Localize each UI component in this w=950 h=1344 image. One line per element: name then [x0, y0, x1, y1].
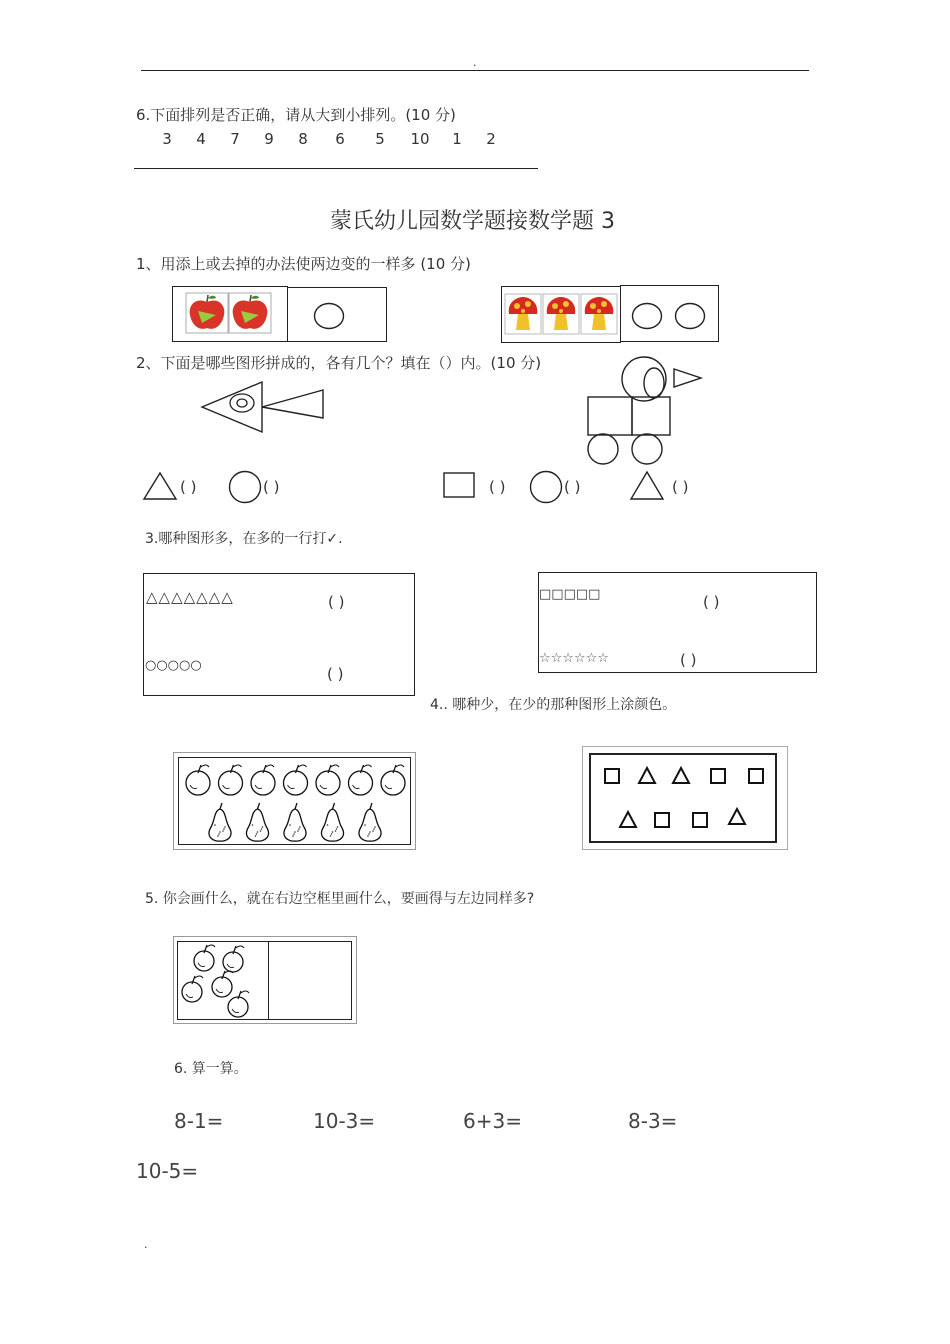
q3-right-row1: □□□□□	[539, 587, 601, 602]
answer-paren[interactable]: ( )	[489, 478, 506, 496]
footer-dot: .	[144, 1238, 148, 1251]
apple-icon	[381, 765, 405, 795]
seq-number: 6	[335, 130, 345, 148]
seq-number: 5	[375, 130, 385, 148]
equation[interactable]: 8-1=	[174, 1109, 224, 1133]
seq-number: 10	[410, 130, 430, 148]
square-icon	[711, 769, 725, 783]
header-dot: .	[473, 56, 477, 69]
q6-title: 6. 算一算。	[174, 1061, 248, 1077]
mushroom-icon	[505, 294, 541, 334]
triangle-icon	[673, 768, 689, 783]
equation[interactable]: 6+3=	[463, 1109, 522, 1133]
apple-icon	[284, 765, 308, 795]
triangle-icon	[143, 472, 177, 500]
q5-drawing-box[interactable]	[268, 941, 352, 1020]
circle-icon	[674, 302, 706, 330]
pear-icon	[359, 803, 381, 841]
q3-left-row1: △△△△△△△	[146, 588, 234, 606]
header-rule	[141, 70, 809, 71]
answer-paren[interactable]: ( )	[564, 478, 581, 496]
apple-icon	[186, 293, 228, 333]
answer-paren[interactable]: ( )	[263, 478, 280, 496]
q4-title: 4.. 哪种少，在少的那种图形上涂颜色。	[430, 697, 677, 713]
apple-icon	[223, 946, 244, 972]
apple-icon	[186, 765, 210, 795]
equation[interactable]: 8-3=	[628, 1109, 678, 1133]
triangle-icon	[620, 812, 636, 827]
q2-title: 2、下面是哪些图形拼成的，各有几个？填在（）内。(10 分)	[136, 354, 542, 372]
square-icon	[749, 769, 763, 783]
answer-paren[interactable]: ( )	[703, 593, 720, 611]
square-icon	[443, 472, 475, 498]
apple-icon	[251, 765, 275, 795]
pear-icon	[247, 803, 269, 841]
seq-number: 1	[452, 130, 462, 148]
triangle-icon	[639, 768, 655, 783]
pear-icon	[322, 803, 344, 841]
seq-number: 9	[264, 130, 274, 148]
seq-number: 7	[230, 130, 240, 148]
apple-icon	[349, 765, 373, 795]
answer-paren[interactable]: ( )	[680, 651, 697, 669]
mushroom-icon	[581, 294, 617, 334]
q6-top-title: 6.下面排列是否正确，请从大到小排列。(10 分)	[136, 106, 456, 124]
fruit-grid	[178, 757, 411, 845]
bird-cart-figure	[586, 356, 706, 466]
q6-top-sequence	[150, 130, 508, 148]
seq-number: 2	[486, 130, 496, 148]
pear-icon	[284, 803, 306, 841]
square-icon	[605, 769, 619, 783]
circle-icon	[228, 470, 262, 504]
answer-paren[interactable]: ( )	[327, 665, 344, 683]
apple-icon	[194, 945, 215, 971]
apple-icon	[316, 765, 340, 795]
square-icon	[655, 813, 669, 827]
page-title: 蒙氏幼儿园数学题接数学题 3	[330, 209, 615, 234]
q3-right-row2: ☆☆☆☆☆☆	[539, 651, 609, 666]
apple-icon	[229, 293, 271, 333]
mushroom-icon	[543, 294, 579, 334]
circle-icon	[529, 470, 563, 504]
seq-number: 4	[196, 130, 206, 148]
equation[interactable]: 10-5=	[136, 1159, 199, 1183]
seq-number: 8	[298, 130, 308, 148]
answer-line[interactable]	[134, 168, 538, 169]
apple-icon	[182, 976, 203, 1002]
q5-title: 5. 你会画什么，就在右边空框里画什么，要画得与左边同样多?	[145, 891, 535, 907]
circle-icon	[313, 302, 345, 330]
pear-icon	[209, 803, 231, 841]
apple-icon	[228, 991, 249, 1017]
answer-paren[interactable]: ( )	[672, 478, 689, 496]
answer-paren[interactable]: ( )	[180, 478, 197, 496]
apple-group	[177, 941, 269, 1020]
triangle-icon	[729, 809, 745, 824]
fish-figure	[198, 380, 328, 436]
apple-icon	[212, 971, 233, 997]
square-icon	[693, 813, 707, 827]
circle-icon	[631, 302, 663, 330]
q3-title: 3.哪种图形多，在多的一行打✓.	[145, 531, 343, 547]
q1-title: 1、用添上或去掉的办法使两边变的一样多 (10 分)	[136, 255, 471, 273]
apple-icon	[219, 765, 243, 795]
shape-grid	[589, 753, 777, 843]
seq-number: 3	[162, 130, 172, 148]
triangle-icon	[630, 471, 664, 500]
answer-paren[interactable]: ( )	[328, 593, 345, 611]
equation[interactable]: 10-3=	[313, 1109, 376, 1133]
q3-left-row2: ○○○○○	[145, 658, 202, 673]
